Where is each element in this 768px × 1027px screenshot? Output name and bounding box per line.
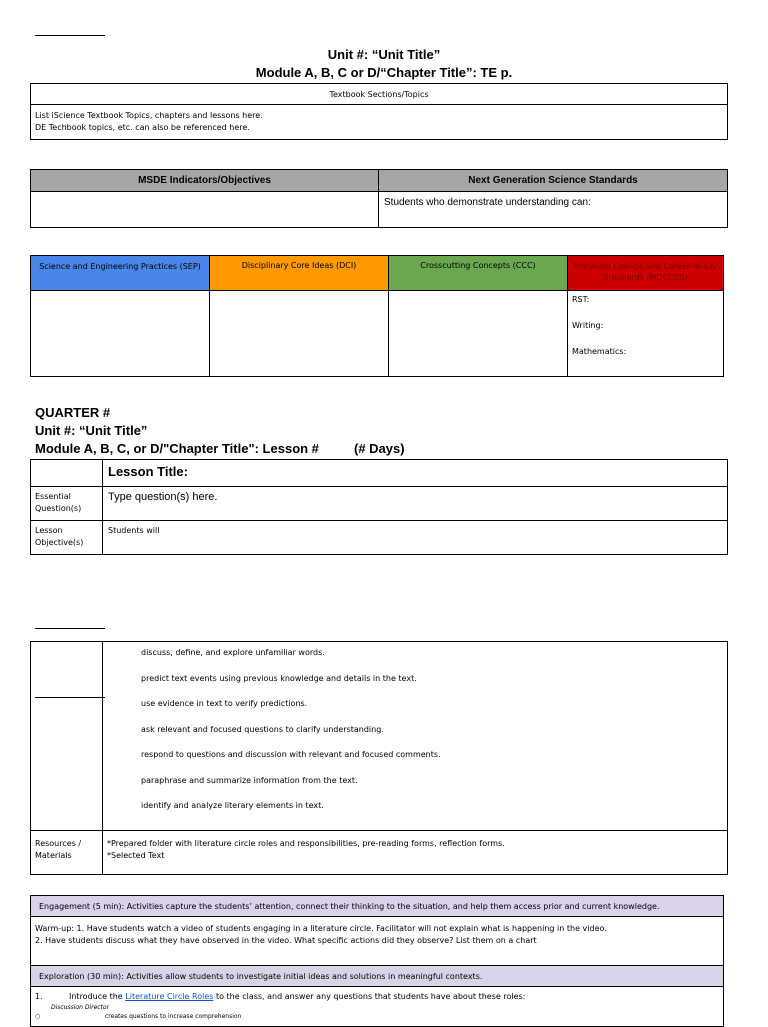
literature-circle-roles-link[interactable]: Literature Circle Roles [125,992,214,1001]
objectives-table [30,641,728,875]
sep-cell [31,291,210,377]
discussion-director-label: Discussion Director [51,1004,110,1011]
header-rule [35,35,105,36]
engagement-content [31,917,724,966]
objective-item: predict text events using previous knowledge and details in the text. [141,673,417,683]
unit-title: Unit #: “Unit Title” [327,47,441,62]
textbook-heading: Textbook Sections/Topics [31,84,728,105]
mdccrs-cell [568,291,724,377]
objective-item: respond to questions and discussion with relevant and focused comments. [141,750,441,759]
ngss-heading: Next Generation Science Standards [379,170,728,192]
objective-item: ask relevant and focused questions to clarify understanding. [141,724,384,734]
resources-content [103,831,728,875]
msde-cell [31,192,379,228]
engagement-line-1: Warm-up: 1. Have students watch a video of students engaging in a literature circle. Facilitator will not explain what is happening in the video. [35,924,607,933]
lesson-objective-value: Students will [103,521,728,555]
quarter-title: QUARTER # [35,405,111,420]
exploration-heading: Exploration (30 min): Activities allow students to investigate initial ideas and solutions in meaningful contexts. [31,966,724,987]
exploration-item-number: 1. [35,992,43,1001]
exploration-item-1 [35,991,719,1003]
resources-label: Resources / Materials [31,831,103,875]
engagement-heading: Engagement (5 min): Activities capture the students’ attention, connect their thinking to the situation, and help them access prior and current knowledge. [31,896,724,917]
objectives-rule [35,697,105,698]
lesson-objective-label: Lesson Objective(s) [31,521,103,555]
resources-line-1: *Prepared folder with literature circle roles and responsibilities, pre-reading forms, reflection forms. [107,839,505,848]
quarter-days: (# Days) [354,441,405,456]
engagement-line-2: 2. Have students discuss what they have observed in the video. What specific actions did they observe? List them on a chart [35,936,537,945]
math-label: Mathematics: [572,347,627,356]
lesson-table [30,459,728,555]
essential-question-value: Type question(s) here. [103,487,728,521]
textbook-rule [35,104,105,105]
objective-item: identify and analyze literary elements in text. [141,801,324,810]
page-rule [35,628,105,629]
dci-heading: Disciplinary Core Ideas (DCI) [210,256,389,291]
objectives-left-cell [31,642,103,831]
textbook-line-1: List iScience Textbook Topics, chapters and lessons here. [35,111,263,120]
textbook-line-2: DE Techbook topics, etc. can also be referenced here. [35,123,250,132]
five-e-table [30,895,724,1027]
lesson-title-label-cell [31,460,103,487]
objective-item: use evidence in text to verify predictions. [141,699,308,708]
ccc-cell [389,291,568,377]
essential-question-label: Essential Question(s) [31,487,103,521]
lesson-title-label: Lesson Title: [103,460,728,487]
standards-table [30,169,728,228]
bullet-text: creates questions to increase comprehension [105,1013,242,1020]
objective-item: paraphrase and summarize information from the text. [141,775,358,785]
textbook-table [30,83,728,140]
bullet-icon: ○ [35,1013,41,1020]
textbook-content [31,105,728,140]
msde-heading: MSDE Indicators/Objectives [31,170,379,192]
resources-line-2: *Selected Text [107,851,165,860]
exploration-content [31,987,724,1027]
writing-label: Writing: [572,321,604,330]
ngss-text: Students who demonstrate understanding can: [379,192,728,228]
dimensions-table [30,255,724,377]
sep-heading: Science and Engineering Practices (SEP) [31,256,210,291]
objectives-list [103,642,728,831]
exploration-text-pre: Introduce the [69,992,126,1001]
exploration-text-post: to the class, and answer any questions that students have about these roles: [213,992,526,1001]
exploration-bullet-item [35,1013,719,1021]
ccc-heading: Crosscutting Concepts (CCC) [389,256,568,291]
quarter-module: Module A, B, C, or D/"Chapter Title": Lesson # [35,441,319,456]
rst-label: RST: [572,295,590,304]
objective-item: discuss, define, and explore unfamiliar words. [141,648,325,657]
dci-cell [210,291,389,377]
module-title: Module A, B, C or D/“Chapter Title”: TE p. [255,65,513,80]
mdccrs-heading: Maryland College and Career-Ready Standards (MDCCRS) [568,256,724,291]
quarter-unit: Unit #: “Unit Title” [35,423,148,438]
